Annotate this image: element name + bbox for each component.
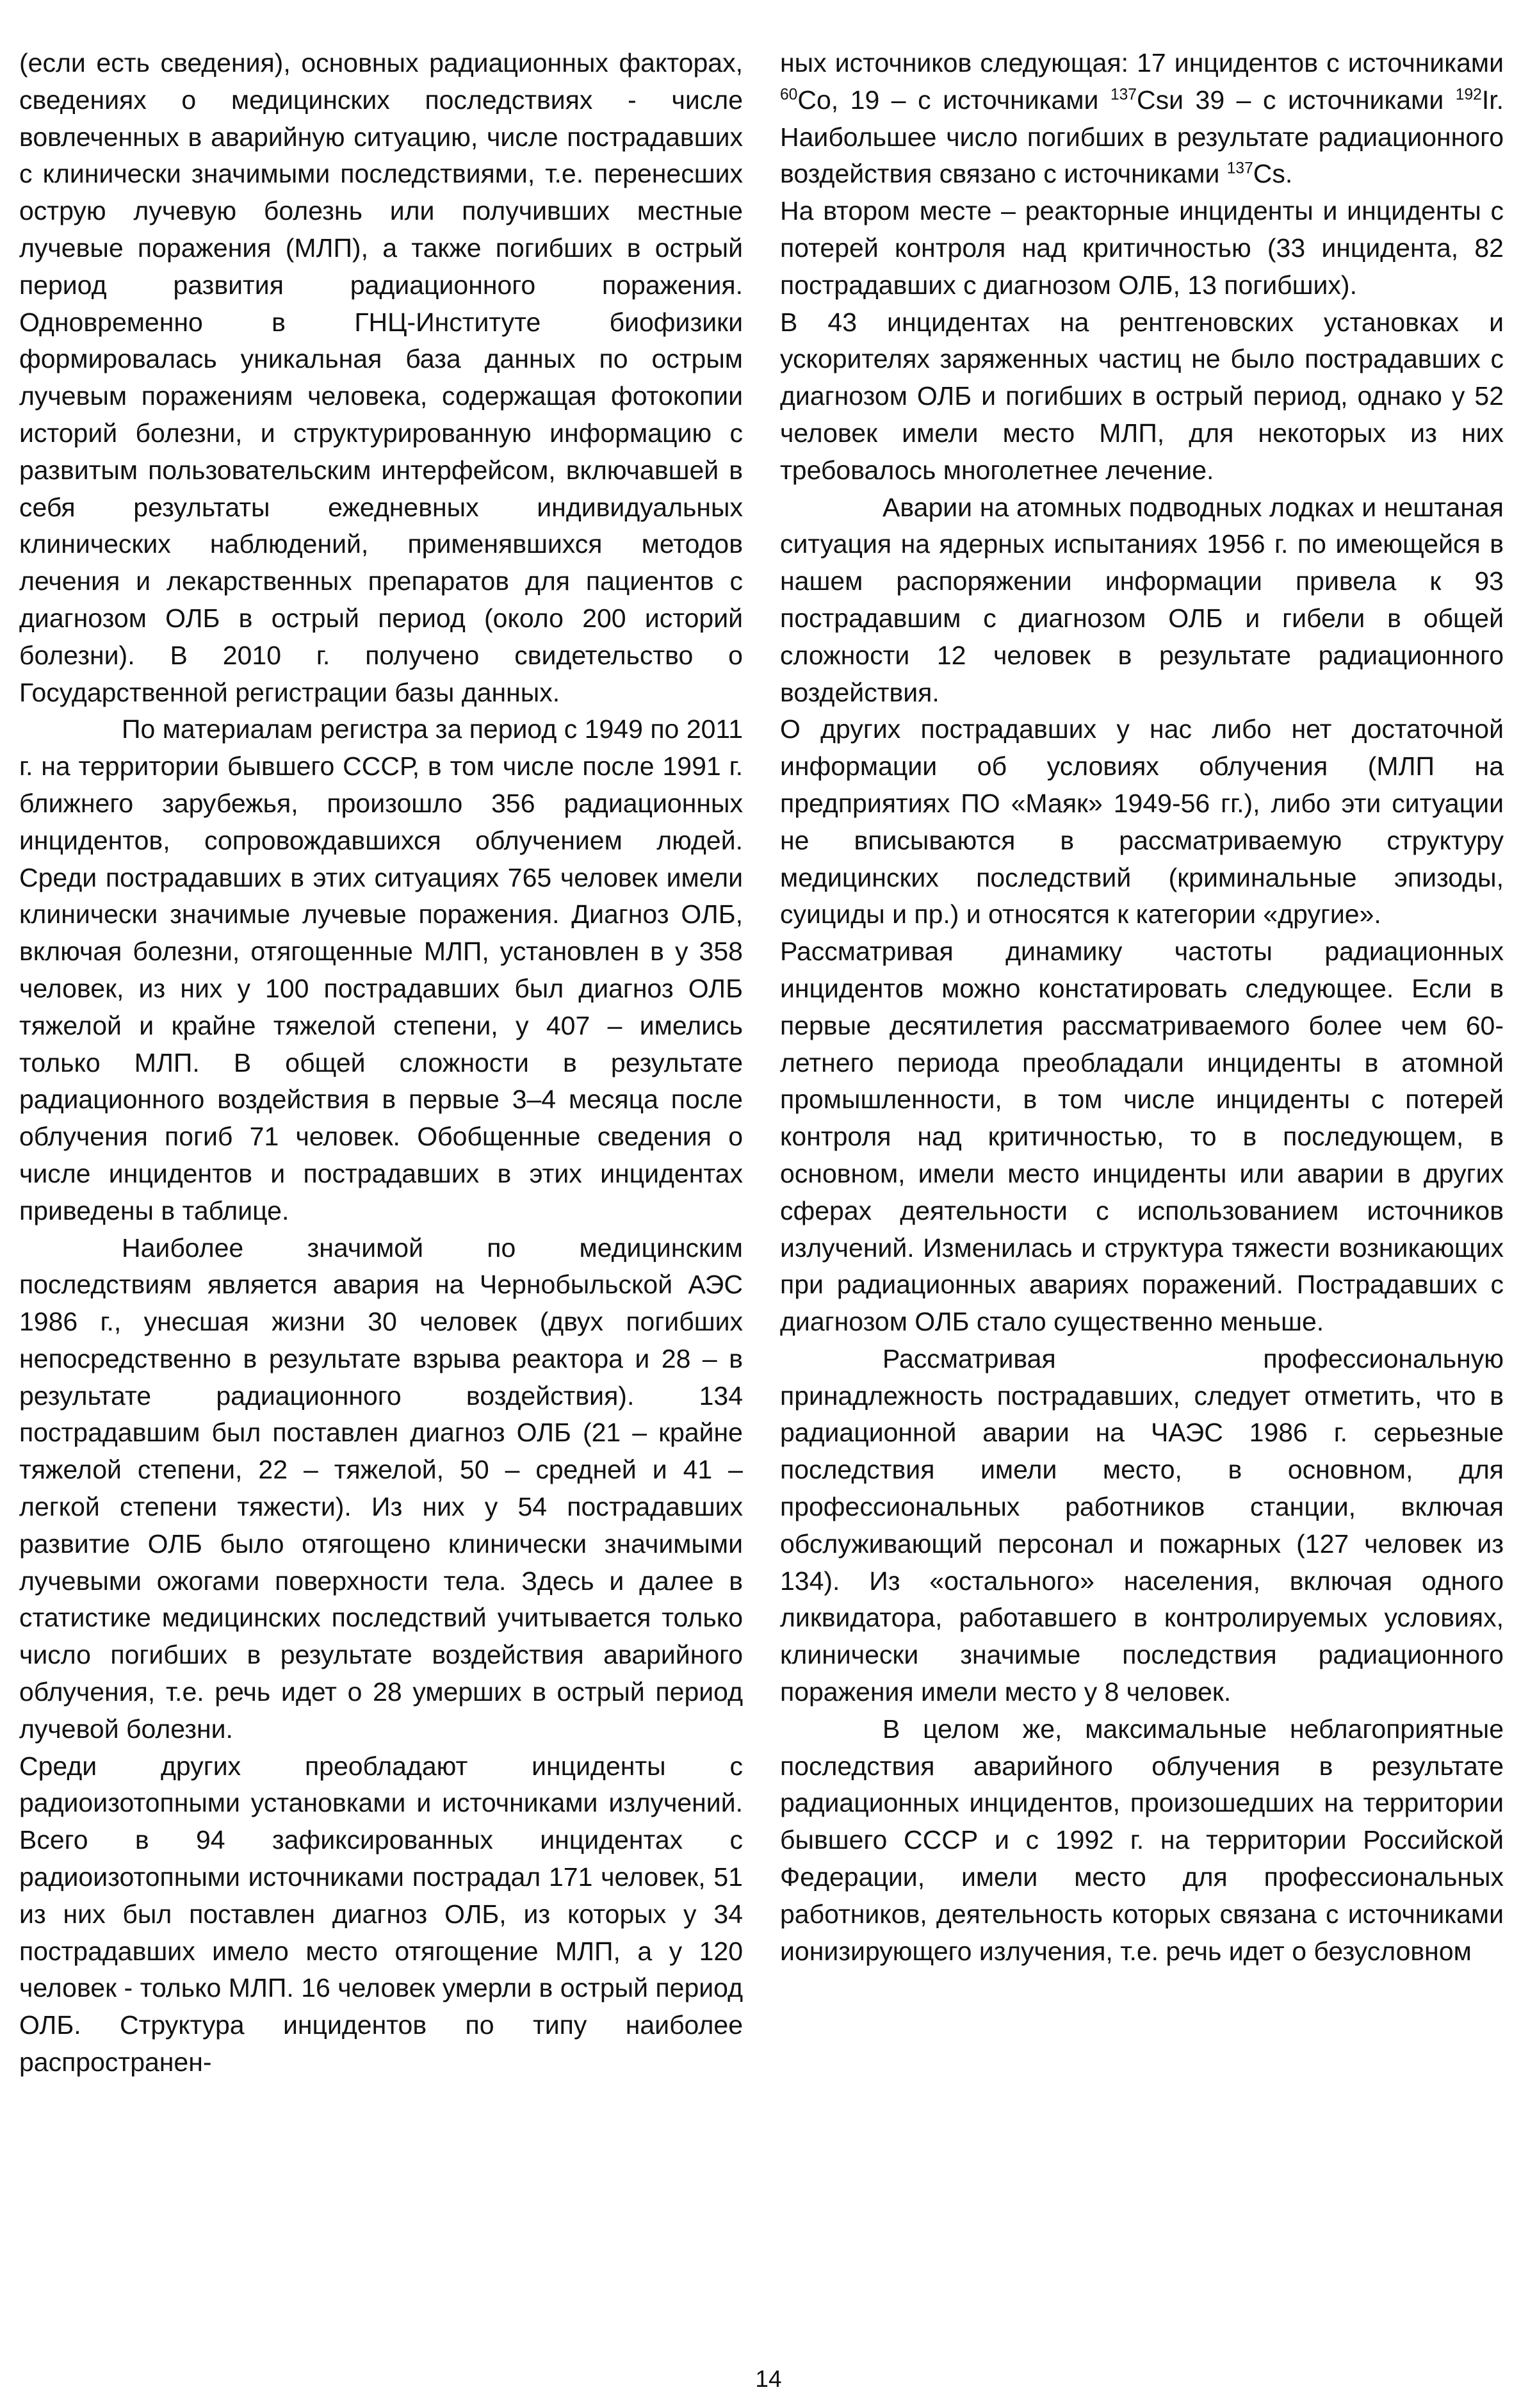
paragraph: Аварии на атомных подводных лодках и нештаная ситуация на ядерных испытаниях 1956 г. по имеющейся в нашем распоряжении информации привела к 93 пострадавшим с диагнозом ОЛБ и гибели в общей сложности 12 человек в результате радиационного воздействия. [780, 492, 1504, 707]
isotope-mass-number: 60 [780, 86, 798, 104]
paragraph: В 43 инцидентах на рентгеновских установках и ускорителях заряженных частиц не было пострадавших с диагнозом ОЛБ и погибших в острый период, однако у 52 человек имели место МЛП, для некоторых из них требовалось многолетнее лечение. [780, 307, 1504, 485]
text-run: Cs. [1253, 159, 1293, 189]
paragraph: Наиболее значимой по медицинским последствиям является авария на Чернобыльской АЭС 1986 г., унесшая жизни 30 человек (двух погибших непосредственно в результате взрыва реактора и 28 – в результате радиационного воздействия). 134 пострадавшим был поставлен диагноз ОЛБ (21 – крайне тяжелой степени, 22 – тяжелой, 50 – средней и 41 – легкой степени тяжести). Из них у 54 пострадавших развитие ОЛБ было отягощено клинически значимыми лучевыми ожогами поверхности тела. Здесь и далее в статистике медицинских последствий учитывается только число погибших в результате воздействия аварийного облучения, т.е. речь идет о 28 умерших в острый период лучевой болезни. [19, 1233, 743, 1744]
text-run: Ir. Наибольшее число погибших в результате радиационного воздействия связано с источниками [780, 85, 1504, 189]
paragraph: Рассматривая динамику частоты радиационных инцидентов можно констатировать следующее. Если в первые десятилетия рассматриваемого более чем 60-летнего периода преобладали инциденты в атомной промышленности, в том числе инциденты с потерей контроля над критичностью, то в последующем, в основном, имели место инциденты или аварии в других сферах деятельности с использованием источников излучений. Изменилась и структура тяжести возникающих при радиационных авариях поражений. Пострадавших с диагнозом ОЛБ стало существенно меньше. [780, 937, 1504, 1337]
text-run: ных источников следующая: 17 инцидентов с источниками [780, 48, 1504, 78]
paragraph: На втором месте – реакторные инциденты и инциденты с потерей контроля над критичностью (33 инцидента, 82 пострадавших с диагнозом ОЛБ, 13 погибших). [780, 196, 1504, 300]
paragraph: В целом же, максимальные неблагоприятные последствия аварийного облучения в результате радиационных инцидентов, произошедших на территории бывшего СССР и с 1992 г. на территории Российской Федерации, имели место для профессиональных работников, деятельность которых связана с источниками ионизирующего излучения, т.е. речь идет о безусловном [780, 1714, 1504, 1966]
text-run: Csи 39 – с источниками [1136, 85, 1456, 115]
paragraph-isotopes [780, 45, 1504, 193]
paragraph: Рассматривая профессиональную принадлежность пострадавших, следует отметить, что в радиационной аварии на ЧАЭС 1986 г. серьезные последствия имели место, в основном, для профессиональных работников станции, включая обслуживающий персонал и пожарных (127 человек из 134). Из «остального» населения, включая одного ликвидатора, работавшего в контролируемых условиях, клинически значимые последствия радиационного поражения имели место у 8 человек. [780, 1343, 1504, 1707]
right-column [780, 45, 1504, 1970]
paragraph: Среди других преобладают инциденты с радиоизотопными установками и источниками излучений. Всего в 94 зафиксированных инцидентах с радиоизотопными источниками пострадал 171 человек, 51 из них был поставлен диагноз ОЛБ, из которых у 34 пострадавших имело место отягощение МЛП, а у 120 человек - только МЛП. 16 человек умерли в острый период ОЛБ. Структура инцидентов по типу наиболее распространен- [19, 1751, 743, 2077]
left-column [19, 45, 743, 2081]
isotope-mass-number: 137 [1226, 160, 1253, 177]
page-number: 14 [755, 2366, 782, 2392]
isotope-mass-number: 137 [1110, 86, 1137, 104]
paragraph: (если есть сведения), основных радиационных факторах, сведениях о медицинских последствиях - числе вовлеченных в аварийную ситуацию, числе пострадавших с клинически значимыми последствиями, т.е. перенесших острую лучевую болезнь или получивших местные лучевые поражения (МЛП), а также погибших в острый период развития радиационного поражения. Одновременно в ГНЦ-Институте биофизики формировалась уникальная база данных по острым лучевым поражениям человека, содержащая фотокопии историй болезни, и структурированную информацию с развитым пользовательским интерфейсом, включавшей в себя результаты ежедневных индивидуальных клинических наблюдений, применявшихся методов лечения и лекарственных препаратов для пациентов с диагнозом ОЛБ в острый период (около 200 историй болезни). В 2010 г. получено свидетельство о Государственной регистрации базы данных. [19, 48, 743, 707]
paragraph: По материалам регистра за период с 1949 по 2011 г. на территории бывшего СССР, в том числе после 1991 г. ближнего зарубежья, произошло 356 радиационных инцидентов, сопровождавшихся облучением людей. Среди пострадавших в этих ситуациях 765 человек имели клинически значимые лучевые поражения. Диагноз ОЛБ, включая болезни, отягощенные МЛП, установлен в у 358 человек, из них у 100 пострадавших был диагноз ОЛБ тяжелой и крайне тяжелой степени, у 407 – имелись только МЛП. В общей сложности в результате радиационного воздействия в первые 3–4 месяца после облучения погиб 71 человек. Обобщенные сведения о числе инцидентов и пострадавших в этих инцидентах приведены в таблице. [19, 714, 743, 1225]
paragraph: О других пострадавших у нас либо нет достаточной информации об условиях облучения (МЛП на предприятиях ПО «Маяк» 1949-56 гг.), либо эти ситуации не вписываются в рассматриваемую структуру медицинских последствий (криминальные эпизоды, суициды и пр.) и относятся к категории «другие». [780, 714, 1504, 930]
text-run: Co, 19 – с источниками [797, 85, 1110, 115]
isotope-mass-number: 192 [1455, 86, 1482, 104]
